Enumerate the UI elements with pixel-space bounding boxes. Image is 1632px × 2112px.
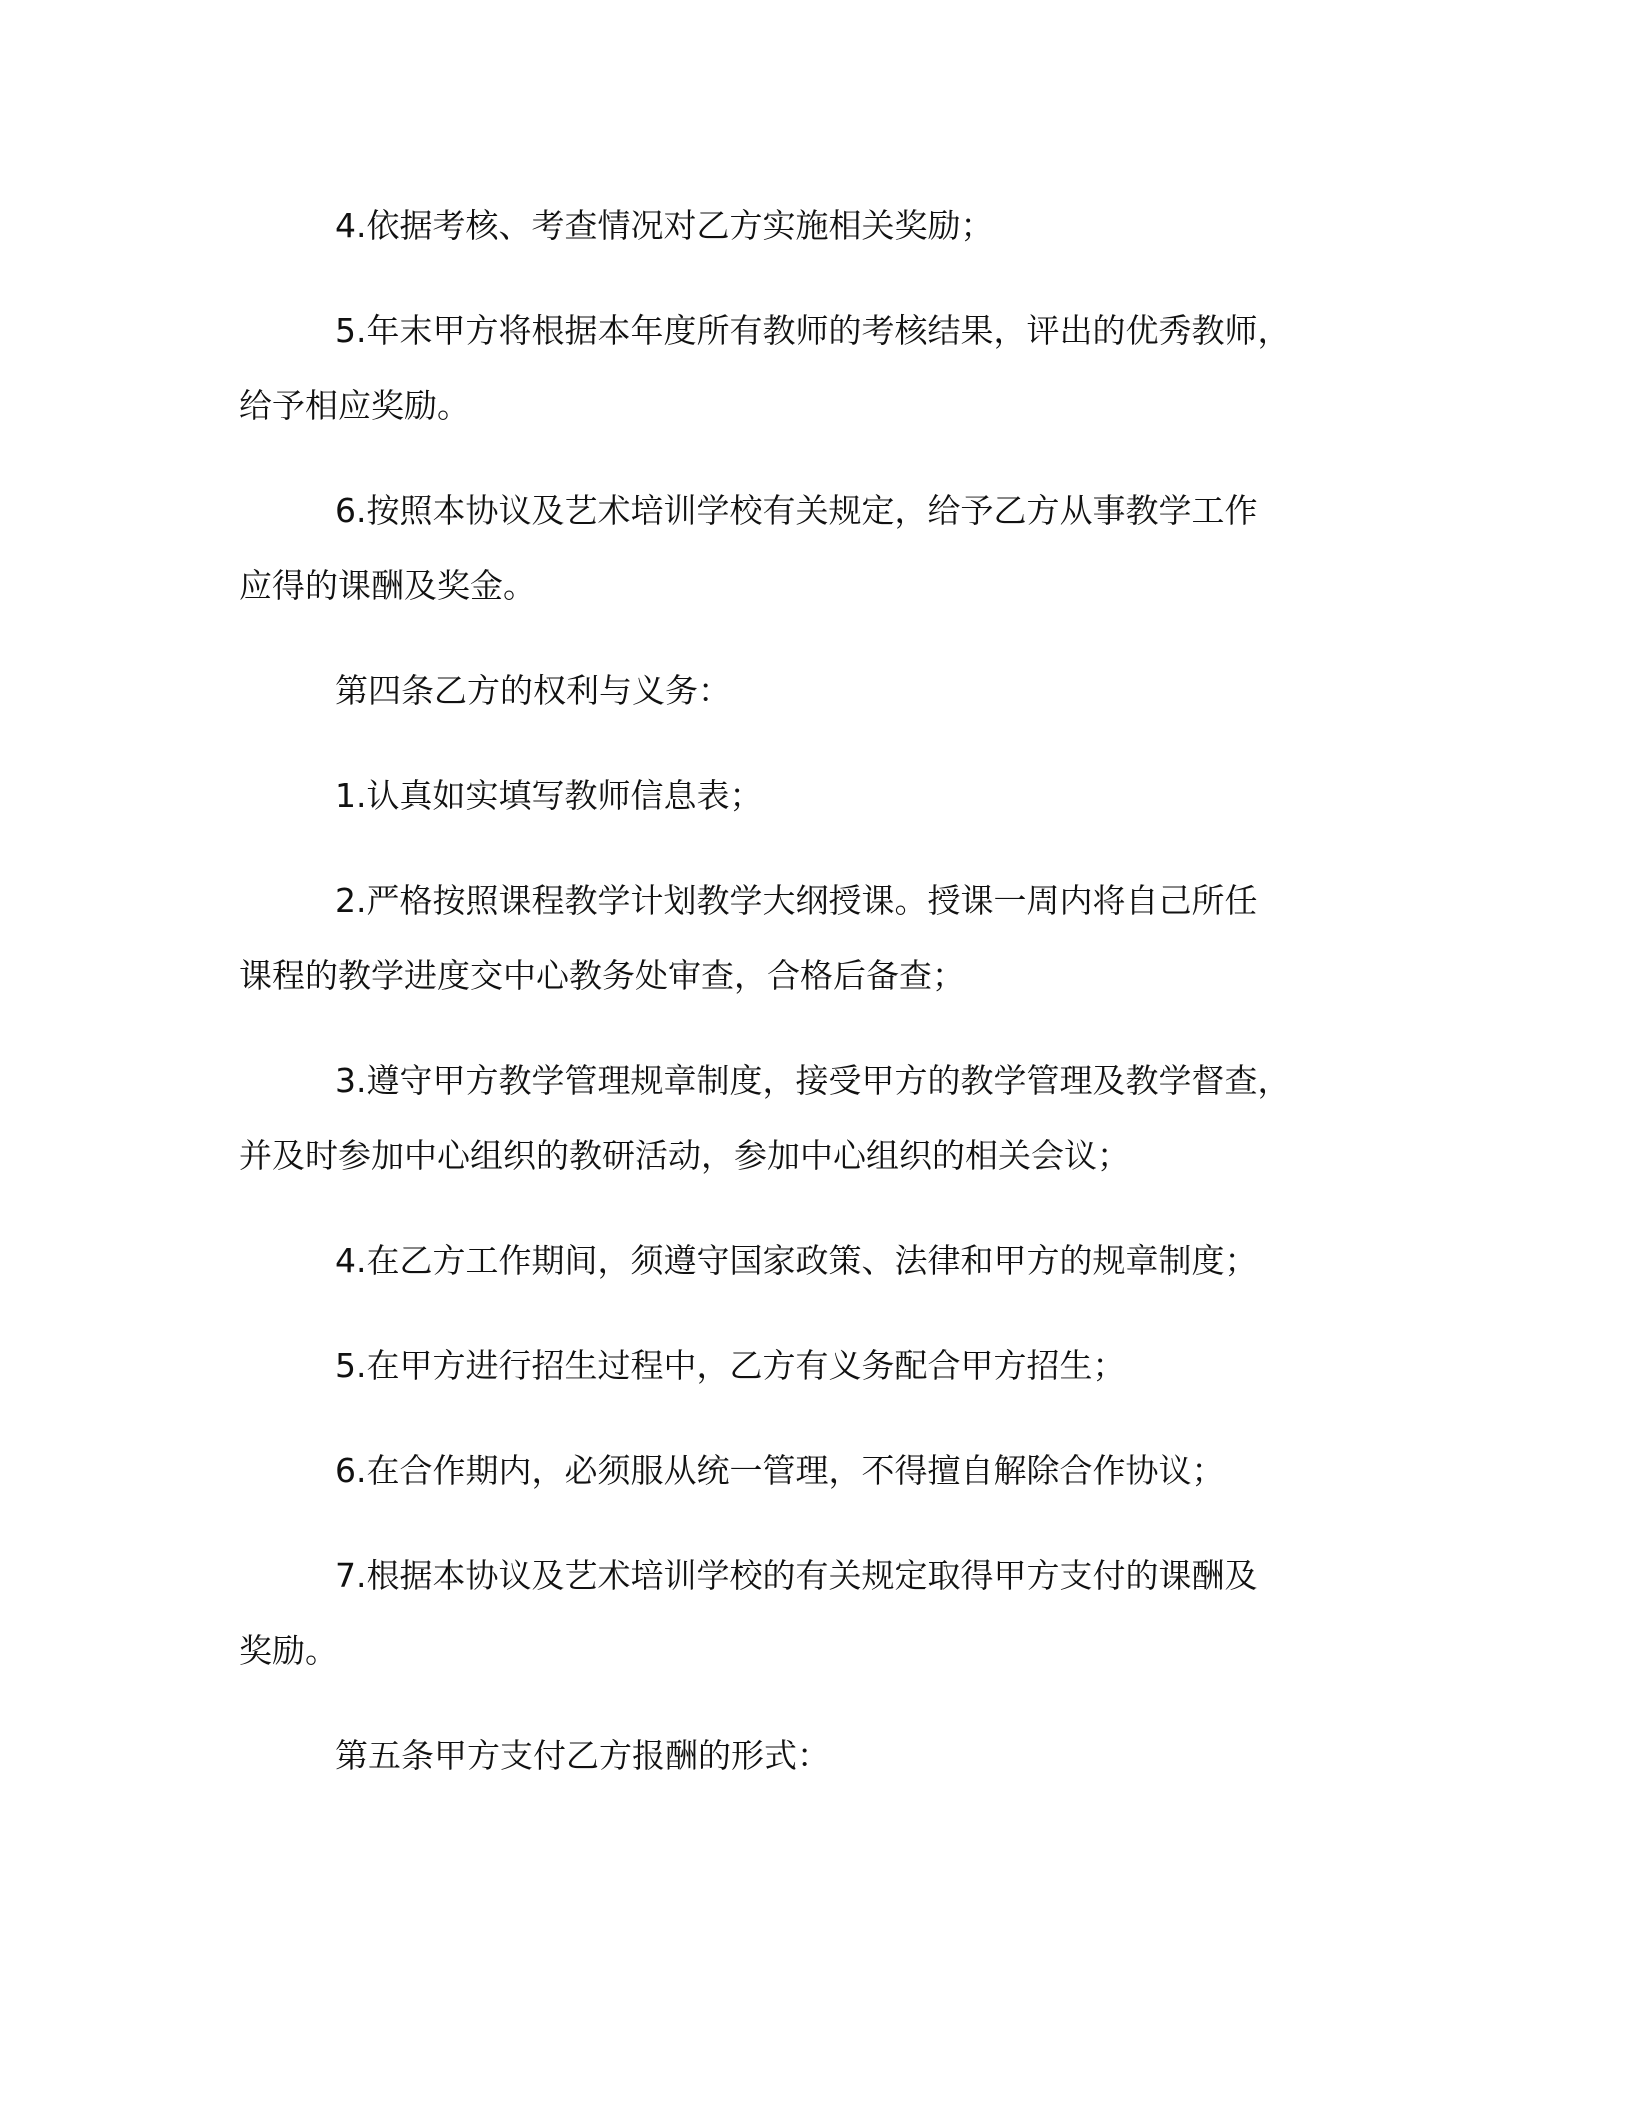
paragraph-line: 3.遵守甲方教学管理规章制度，接受甲方的教学管理及教学督查，	[335, 1061, 1291, 1100]
paragraph-line: 课程的教学进度交中心教务处审查，合格后备查；	[239, 956, 965, 995]
paragraph-7	[239, 1043, 1399, 1193]
paragraph-line: 4.依据考核、考查情况对乙方实施相关奖励；	[335, 206, 994, 245]
paragraph-line: 给予相应奖励。	[239, 386, 470, 425]
paragraph-11	[239, 1538, 1399, 1688]
paragraph-line: 2.严格按照课程教学计划教学大纲授课。授课一周内将自己所任	[335, 881, 1258, 920]
paragraph-line: 6.按照本协议及艺术培训学校有关规定，给予乙方从事教学工作	[335, 491, 1258, 530]
section-heading-article-5	[239, 1718, 1399, 1793]
paragraph-10	[239, 1433, 1399, 1508]
paragraph-line: 6.在合作期内，必须服从统一管理，不得擅自解除合作协议；	[335, 1451, 1225, 1490]
paragraph-6	[239, 863, 1399, 1013]
paragraph-5	[239, 758, 1399, 833]
paragraph-line: 5.在甲方进行招生过程中，乙方有义务配合甲方招生；	[335, 1346, 1126, 1385]
section-heading-article-4	[239, 653, 1399, 728]
paragraph-line: 并及时参加中心组织的教研活动，参加中心组织的相关会议；	[239, 1136, 1130, 1175]
paragraph-line: 第四条乙方的权利与义务：	[335, 671, 731, 710]
document-body	[239, 188, 1399, 1823]
paragraph-line: 5.年末甲方将根据本年度所有教师的考核结果，评出的优秀教师，	[335, 311, 1291, 350]
paragraph-line: 奖励。	[239, 1631, 338, 1670]
paragraph-line: 4.在乙方工作期间，须遵守国家政策、法律和甲方的规章制度；	[335, 1241, 1258, 1280]
paragraph-2	[239, 293, 1399, 443]
paragraph-line: 应得的课酬及奖金。	[239, 566, 536, 605]
paragraph-line: 第五条甲方支付乙方报酬的形式：	[335, 1736, 830, 1775]
paragraph-9	[239, 1328, 1399, 1403]
paragraph-line: 7.根据本协议及艺术培训学校的有关规定取得甲方支付的课酬及	[335, 1556, 1258, 1595]
paragraph-8	[239, 1223, 1399, 1298]
paragraph-3	[239, 473, 1399, 623]
paragraph-line: 1.认真如实填写教师信息表；	[335, 776, 763, 815]
paragraph-1	[239, 188, 1399, 263]
